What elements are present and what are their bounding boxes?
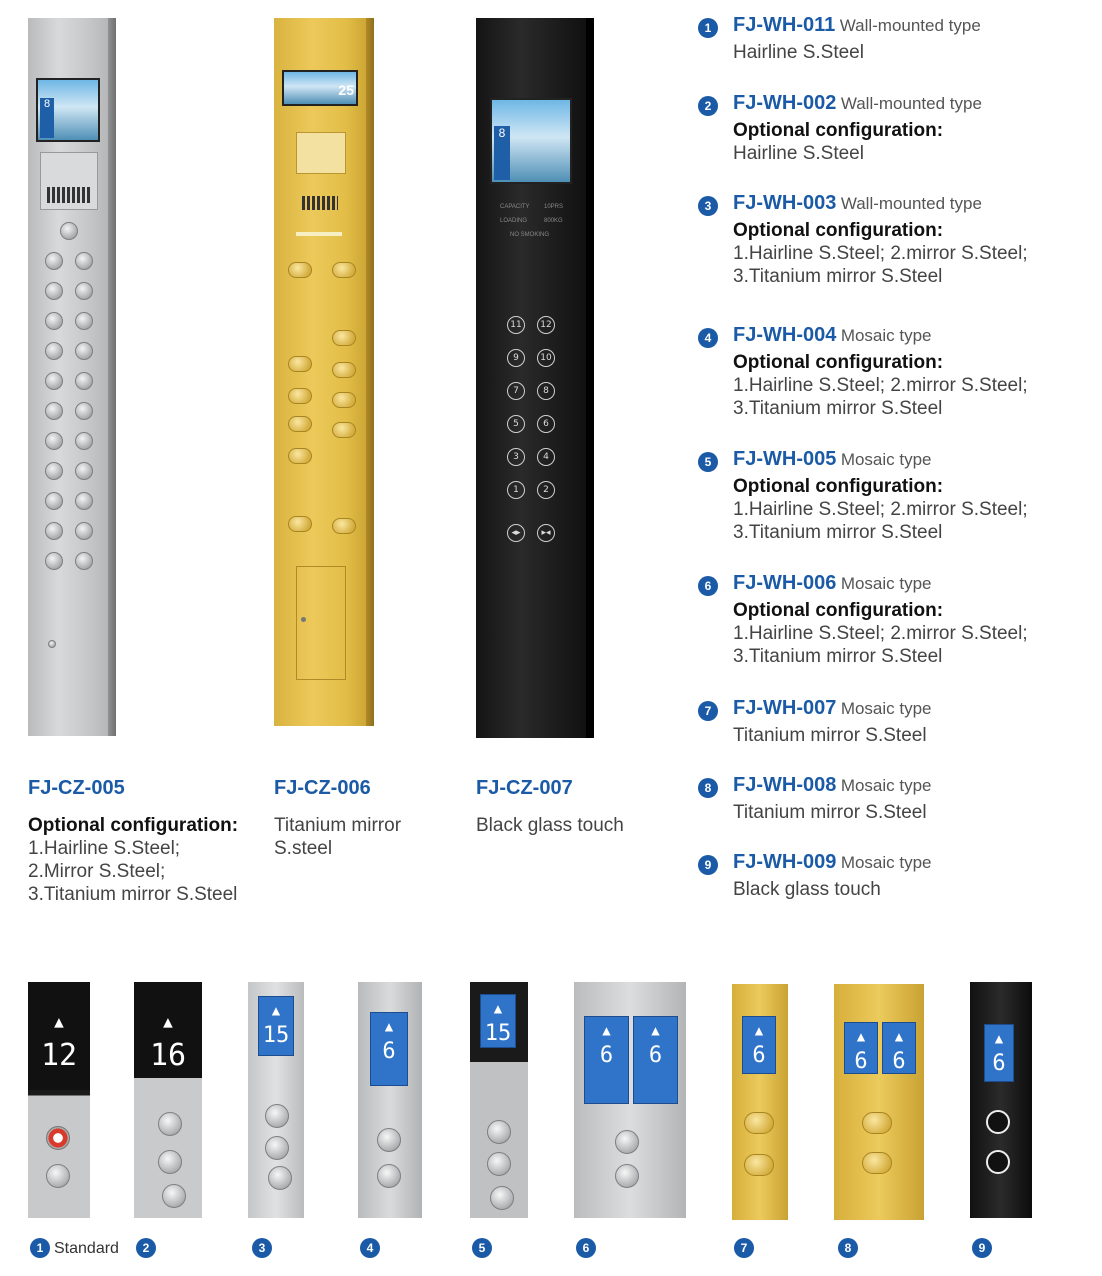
item-title [733,14,981,37]
floor-number: 6 [752,1043,766,1068]
number-badge: 2 [136,1238,156,1258]
floor-button[interactable] [75,312,93,330]
call-button[interactable] [744,1154,774,1176]
number-badge: 2 [698,96,718,116]
item-line: Black glass touch [733,879,881,900]
tile-display [633,1016,678,1104]
item-type: Wall-mounted type [839,16,981,35]
model-code: FJ-CZ-007 [476,777,573,799]
screen-floor: 25 [338,82,354,98]
item-title [733,697,932,720]
call-button[interactable] [490,1186,514,1210]
item-type: Wall-mounted type [840,194,982,213]
floor-touch-button[interactable]: 3 [507,448,525,466]
tile-display [370,1012,408,1086]
panel-screen [490,98,572,184]
up-arrow-icon: ▲ [602,1023,611,1039]
panel-side-edge [366,18,374,726]
panel-caption [476,814,624,837]
floor-touch-button[interactable]: 5 [507,415,525,433]
up-arrow-icon: ▲ [493,1001,503,1017]
tile-display [584,1016,629,1104]
call-button[interactable] [265,1136,289,1160]
item-type: Mosaic type [840,450,932,469]
loading-label: LOADING [500,218,528,224]
floor-button[interactable] [288,262,312,278]
number-badge: 9 [972,1238,992,1258]
floor-number: 6 [892,1049,906,1074]
call-button[interactable] [158,1112,182,1136]
loading-value: 800KG [544,218,563,224]
up-arrow-icon: ▲ [651,1023,660,1039]
item-title [733,448,932,471]
item-title [733,192,982,215]
button-tile [834,984,924,1220]
standard-label: Standard [54,1240,119,1257]
floor-button[interactable] [75,432,93,450]
floor-button[interactable] [75,402,93,420]
floor-button[interactable] [45,402,63,420]
item-heading: Optional configuration: [733,220,944,241]
number-badge: 7 [734,1238,754,1258]
button-tile [134,982,202,1218]
floor-button[interactable] [75,372,93,390]
call-button[interactable] [986,1150,1010,1174]
tile-display [480,994,516,1048]
button-tile [970,982,1032,1218]
floor-button[interactable] [332,422,356,438]
item-code: FJ-WH-005 [733,448,837,470]
floor-touch-button[interactable]: 1 [507,481,525,499]
up-arrow-icon: ▲ [384,1019,394,1035]
number-badge: 1 [698,18,718,38]
caption-heading: Optional configuration: [28,815,239,836]
model-code: FJ-CZ-005 [28,777,125,799]
number-badge: 6 [576,1238,596,1258]
floor-button[interactable] [288,388,312,404]
item-type: Mosaic type [840,574,932,593]
floor-button[interactable] [45,252,63,270]
item-line: 3.Titanium mirror S.Steel [733,522,943,543]
floor-number: 6 [599,1043,614,1068]
speaker-grille [302,196,338,210]
button-tile [732,984,788,1220]
number-badge: 1 [30,1238,50,1258]
item-title [733,774,932,797]
panel-caption [274,814,401,860]
caption-line: 1.Hairline S.Steel; [28,838,181,859]
item-title [733,851,932,874]
up-arrow-icon: ▲ [54,1012,64,1031]
item-line: Titanium mirror S.Steel [733,802,927,823]
floor-touch-button[interactable]: 9 [507,349,525,367]
tile-display [844,1022,878,1074]
floor-button[interactable] [75,462,93,480]
item-code: FJ-WH-009 [733,851,837,873]
call-button[interactable] [268,1166,292,1190]
floor-button[interactable] [288,416,312,432]
cabinet-lock-icon [301,617,306,622]
tile-display [28,982,90,1090]
floor-touch-button[interactable]: 12 [537,316,555,334]
call-button[interactable] [158,1150,182,1174]
tile-display [742,1016,776,1074]
item-line: 3.Titanium mirror S.Steel [733,398,943,419]
item-line: 1.Hairline S.Steel; 2.mirror S.Steel; [733,623,1028,644]
up-call-button[interactable] [46,1126,70,1150]
floor-touch-button[interactable]: 2 [537,481,555,499]
up-arrow-icon: ▲ [994,1031,1004,1047]
item-line: 1.Hairline S.Steel; 2.mirror S.Steel; [733,499,1028,520]
capacity-label: CAPACITY [500,204,530,210]
up-arrow-icon: ▲ [271,1003,281,1019]
caption-line: Titanium mirror [274,815,402,836]
keyhole-icon [48,640,56,648]
floor-touch-button[interactable]: 8 [537,382,555,400]
item-line: 1.Hairline S.Steel; 2.mirror S.Steel; [733,243,1028,264]
item-line: Hairline S.Steel [733,143,864,164]
floor-number: 12 [40,1038,78,1073]
floor-button[interactable] [75,492,93,510]
floor-touch-button[interactable]: 7 [507,382,525,400]
call-button[interactable] [162,1184,186,1208]
number-badge: 5 [472,1238,492,1258]
floor-button[interactable] [45,282,63,300]
floor-number: 15 [262,1023,290,1048]
floor-button[interactable] [45,522,63,540]
floor-number: 6 [382,1039,396,1064]
floor-button[interactable] [45,552,63,570]
floor-button[interactable] [75,282,93,300]
item-line: 3.Titanium mirror S.Steel [733,646,943,667]
floor-button[interactable] [75,342,93,360]
number-badge: 8 [698,778,718,798]
panel-side-edge [586,18,594,738]
floor-button[interactable] [45,312,63,330]
capacity-value: 10PRS [544,204,564,210]
item-code: FJ-WH-008 [733,774,837,796]
up-arrow-icon: ▲ [754,1023,764,1039]
floor-button[interactable] [45,432,63,450]
door-open-button[interactable]: ▸◂ [537,524,555,542]
floor-touch-button[interactable]: 10 [537,349,555,367]
floor-button[interactable] [288,516,312,532]
light-bar [296,232,342,236]
floor-button[interactable] [332,518,356,534]
item-title [733,324,932,347]
tile-display [882,1022,916,1074]
item-title [733,92,982,115]
service-cabinet-door[interactable] [296,566,346,680]
number-badge: 5 [698,452,718,472]
floor-touch-button[interactable]: 4 [537,448,555,466]
caption-line: S.steel [274,838,333,859]
info-plate [296,132,346,174]
tile-display [258,996,294,1056]
floor-number: 6 [992,1051,1006,1076]
number-badge: 6 [698,576,718,596]
floor-number: 6 [854,1049,868,1074]
call-button[interactable] [615,1130,639,1154]
up-arrow-icon: ▲ [894,1029,904,1045]
floor-number: 6 [648,1043,663,1068]
info-plate [40,152,98,210]
number-badge: 4 [698,328,718,348]
call-button[interactable] [377,1164,401,1188]
up-arrow-icon: ▲ [163,1012,173,1031]
floor-button[interactable] [45,462,63,480]
call-button[interactable] [986,1110,1010,1134]
item-line: Titanium mirror S.Steel [733,725,927,746]
item-line: 3.Titanium mirror S.Steel [733,266,943,287]
item-title [733,572,932,595]
item-heading: Optional configuration: [733,120,944,141]
screen-floor: 8 [494,126,510,180]
item-line: 1.Hairline S.Steel; 2.mirror S.Steel; [733,375,1028,396]
item-heading: Optional configuration: [733,600,944,621]
floor-number: 15 [484,1021,512,1046]
floor-button[interactable] [332,362,356,378]
floor-button[interactable] [332,330,356,346]
call-button[interactable] [377,1128,401,1152]
call-button[interactable] [265,1104,289,1128]
floor-button[interactable] [45,342,63,360]
floor-button[interactable] [288,448,312,464]
floor-button[interactable] [332,392,356,408]
item-code: FJ-WH-004 [733,324,837,346]
caption-line: 2.Mirror S.Steel; [28,861,166,882]
tile-display [134,982,202,1078]
number-badge: 3 [698,196,718,216]
floor-button[interactable] [75,252,93,270]
call-button[interactable] [487,1120,511,1144]
number-badge: 7 [698,701,718,721]
button-tile [470,982,528,1218]
item-heading: Optional configuration: [733,476,944,497]
item-code: FJ-WH-011 [733,14,836,36]
item-type: Wall-mounted type [840,94,982,113]
floor-button[interactable] [75,522,93,540]
item-code: FJ-WH-007 [733,697,837,719]
item-heading: Optional configuration: [733,352,944,373]
floor-button[interactable] [288,356,312,372]
floor-touch-button[interactable]: 11 [507,316,525,334]
panel-screen [36,78,100,142]
floor-button[interactable] [75,552,93,570]
number-badge: 8 [838,1238,858,1258]
call-button[interactable] [744,1112,774,1134]
door-close-button[interactable]: ◂▸ [507,524,525,542]
floor-touch-button[interactable]: 6 [537,415,555,433]
item-code: FJ-WH-006 [733,572,837,594]
floor-button[interactable] [332,262,356,278]
number-badge: 4 [360,1238,380,1258]
item-type: Mosaic type [840,326,932,345]
item-line: Hairline S.Steel [733,42,864,63]
alarm-button[interactable] [60,222,78,240]
number-badge: 3 [252,1238,272,1258]
floor-button[interactable] [45,492,63,510]
tile-display [984,1024,1014,1082]
no-smoking-label: NO SMOKING [510,232,550,238]
caption-line: Black glass touch [476,815,624,836]
floor-number: 16 [149,1038,187,1073]
panel-side-edge [108,18,116,736]
panel-screen [282,70,358,106]
call-button[interactable] [487,1152,511,1176]
call-button[interactable] [615,1164,639,1188]
screen-floor: 8 [40,98,54,138]
up-arrow-icon: ▲ [856,1029,866,1045]
item-type: Mosaic type [840,853,932,872]
speaker-grille [47,187,91,203]
item-code: FJ-WH-002 [733,92,837,114]
call-button[interactable] [46,1164,70,1188]
caption-line: 3.Titanium mirror S.Steel [28,884,238,905]
floor-button[interactable] [45,372,63,390]
call-button[interactable] [862,1112,892,1134]
number-badge: 9 [698,855,718,875]
panel-caption [28,814,238,906]
call-button[interactable] [862,1152,892,1174]
model-code: FJ-CZ-006 [274,777,371,799]
item-type: Mosaic type [840,699,932,718]
item-type: Mosaic type [840,776,932,795]
item-code: FJ-WH-003 [733,192,837,214]
